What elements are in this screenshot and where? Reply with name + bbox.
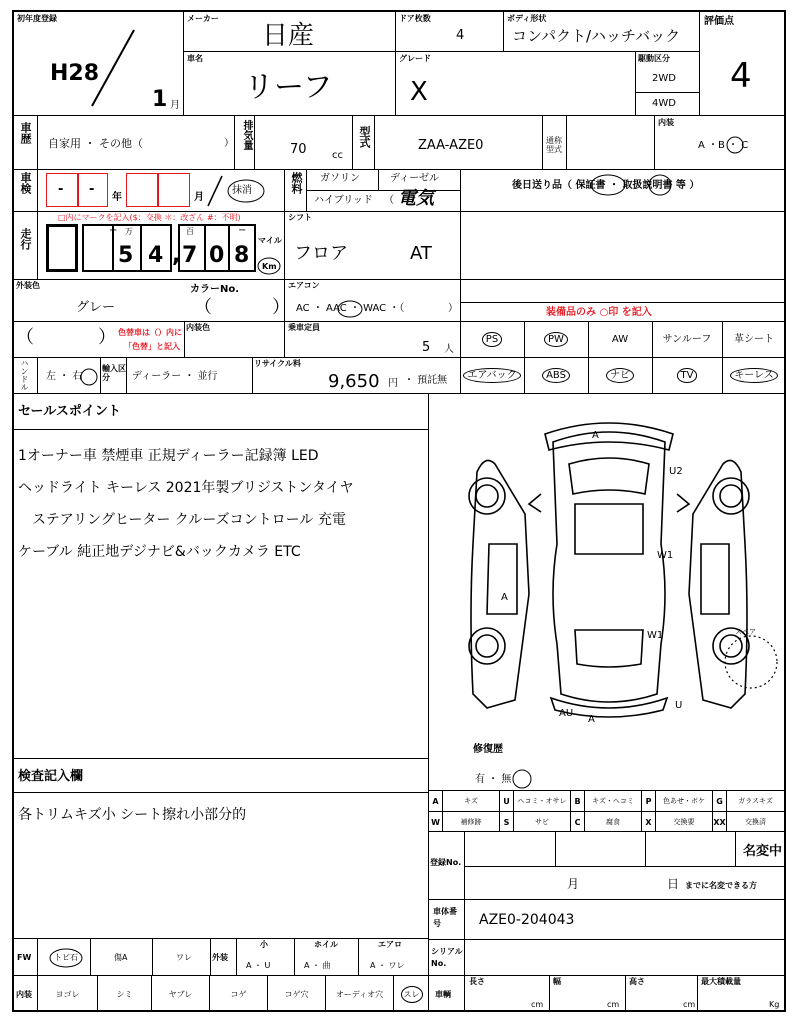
weight-unit: Kg — [769, 1000, 780, 1009]
sales-line-1: ヘッドライト キーレス 2021年製ブリジストンタイヤ — [18, 480, 354, 496]
warranty-circle — [588, 174, 628, 196]
legend-code-row2-0: W — [429, 812, 443, 832]
interior-color-row — [14, 322, 786, 358]
fuel-label: 燃料 — [290, 172, 303, 194]
repaint-note-2: 「色替」と記入 — [124, 342, 180, 351]
exterior-color: グレー — [76, 300, 116, 315]
shift-label: シフト — [288, 213, 312, 222]
interior-dmg-cell-1 — [98, 976, 152, 1012]
fuel-value: 電気 — [398, 188, 434, 209]
ext-label: 外装 — [212, 953, 228, 962]
chassis-section — [429, 900, 786, 940]
registration-section — [429, 832, 786, 900]
dims-section — [429, 976, 786, 1012]
ac-label: エアコン — [288, 281, 320, 290]
color-no-open: （ — [194, 297, 212, 318]
spare-tire — [725, 636, 777, 688]
score-cell — [700, 12, 786, 116]
legend-label-row1-0: キズ — [443, 791, 500, 811]
first-registration-cell — [14, 12, 184, 116]
capacity-value: 5 — [422, 340, 431, 355]
mileage-mark-box — [46, 224, 78, 272]
legend-code-row2-1: S — [500, 812, 514, 832]
name-change-label: 名変中 — [743, 844, 783, 859]
mileage-comma: , — [172, 243, 181, 268]
check-section — [14, 758, 429, 938]
unit-10k: 万 — [125, 227, 133, 236]
mark-w1-right: W1 — [657, 550, 674, 561]
inspection-month-unit: 月 — [194, 192, 204, 203]
chassis-label: 車体番号 — [433, 907, 457, 928]
interior-dmg-item-1: シミ — [116, 989, 133, 999]
expired-circle — [226, 178, 266, 204]
sales-line-0: 1オーナー車 禁煙車 正規ディーラー記録簿 LED — [18, 448, 319, 464]
fw-item-2: ワレ — [176, 953, 192, 962]
history-row — [14, 116, 786, 170]
registration-deadline: までに名変できる方 — [685, 881, 757, 890]
legend-code-row1-3: P — [642, 791, 656, 811]
capacity-label: 乗車定員 — [288, 323, 320, 332]
length-label: 長さ — [469, 977, 485, 986]
bottom-row-2 — [14, 976, 429, 1012]
import-value: ディーラー ・ 並行 — [132, 371, 218, 382]
dims-label: 車輌 — [435, 990, 451, 999]
sales-line-2: ステアリングヒーター クルーズコントロール 充電 — [32, 512, 346, 528]
equip-r2-label-1: ABS — [542, 368, 570, 383]
maker-cell — [184, 12, 396, 52]
check-text: 各トリムキズ小 シート擦れ小部分的 — [18, 807, 247, 823]
legend-label-row1-2: キズ・ヘコミ — [585, 791, 642, 811]
stone-chip-circle — [48, 947, 84, 969]
history-label: 車歴 — [19, 122, 32, 144]
doors-cell — [396, 12, 504, 52]
interior-dmg-item-0: ヨゴレ — [55, 989, 80, 999]
legend-code-row2-4: XX — [713, 812, 727, 832]
month-unit: 月 — [170, 100, 180, 111]
legend-code-row2-3: X — [642, 812, 656, 832]
drive-2wd: 2WD — [652, 73, 676, 84]
maker-label: メーカー — [187, 14, 219, 23]
ext-small: 小 — [260, 940, 268, 949]
recycle-label: リサイクル料 — [254, 359, 301, 368]
recycle-unit: 円 — [388, 378, 398, 389]
handle-value: 左 ・ 右 — [46, 371, 83, 382]
mileage-note: □内にマークを記入($：交換 ＊：改ざん #：不明) — [58, 213, 241, 222]
car-name-value: リーフ — [244, 70, 333, 105]
drive-cell — [636, 52, 700, 116]
inspection-dash-2: - — [89, 182, 95, 197]
bottom-row-1 — [14, 938, 429, 976]
body-cell — [504, 12, 700, 52]
equip-r2-cell-0 — [460, 358, 524, 393]
history-value: 自家用 ・ その他（ — [48, 137, 143, 150]
handle-row — [14, 358, 786, 394]
fw-item-0: トビ石 — [54, 953, 78, 962]
first-reg-label: 初年度登録 — [17, 14, 57, 23]
equip-r2-label-4: キーレス — [730, 368, 778, 383]
mark-w1-lower: W1 — [647, 630, 664, 641]
mark-rear-a: A — [588, 714, 595, 725]
equip-r1-cell-4 — [722, 322, 786, 357]
manual-circle — [646, 174, 674, 196]
interior-dmg-cell-0 — [38, 976, 98, 1012]
legend-label-row2-2: 腐食 — [585, 812, 642, 832]
digit-3: 0 — [209, 243, 225, 268]
mileage-row — [14, 212, 786, 280]
interior-color-label: 内装色 — [186, 323, 210, 332]
interior-dmg-item-2: ヤブレ — [168, 989, 193, 999]
fuel-paren: （ — [384, 195, 394, 206]
doors-label: ドア枚数 — [399, 14, 431, 23]
registration-label: 登録No. — [430, 858, 462, 867]
equip-r2-cell-2 — [588, 358, 652, 393]
legend-code-row1-4: G — [713, 791, 727, 811]
interior-label: 内装 — [658, 118, 674, 127]
interior-dmg-cell-4 — [268, 976, 326, 1012]
displacement-unit: cc — [332, 150, 343, 161]
unit-100: 百 — [186, 227, 194, 236]
diagram-section — [429, 394, 786, 790]
repaint-note-1: 色替車は（）内に — [118, 328, 182, 337]
width-label: 幅 — [553, 977, 561, 986]
serial-label: シリアルNo. — [431, 947, 463, 968]
interior-dmg-cell-3 — [210, 976, 268, 1012]
body-value: コンパクト/ハッチバック — [512, 27, 681, 45]
height-unit: cm — [683, 1000, 696, 1009]
equip-r1-cell-2 — [588, 322, 652, 357]
car-name-label: 車名 — [187, 54, 203, 63]
legend-label-row2-1: サビ — [514, 812, 571, 832]
score-label: 評価点 — [704, 16, 734, 27]
aero-label: エアロ — [378, 940, 402, 949]
wheel-label: ホイル — [314, 940, 338, 949]
ext-marks: A ・ U — [246, 961, 271, 970]
height-label: 高さ — [629, 977, 645, 986]
exterior-label: 外装色 — [16, 281, 40, 290]
displacement-value: 70 — [290, 142, 307, 157]
length-unit: cm — [531, 1000, 544, 1009]
digit-0: 5 — [118, 243, 134, 268]
inspection-label: 車検 — [19, 172, 32, 194]
shift-value: フロア — [294, 243, 348, 264]
mark-au: AU — [559, 708, 574, 719]
registration-month: 月 — [567, 877, 580, 891]
equip-r2-cell-1 — [524, 358, 588, 393]
fuel-diesel: ディーゼル — [390, 173, 439, 184]
fw-item-1: 傷A — [114, 953, 128, 962]
sales-line-3: ケーブル 純正地デジナビ&バックカメラ ETC — [18, 544, 301, 560]
inspection-row — [14, 170, 786, 212]
legend-label-row2-0: 補修跡 — [443, 812, 500, 832]
equip-r1-cell-1 — [524, 322, 588, 357]
ac-value: AC ・ AAC ・ WAC ・（ — [296, 303, 405, 314]
interior-dmg-cell-6 — [394, 976, 429, 1012]
interior-dmg-label: 内装 — [16, 990, 32, 999]
recycle-value: 9,650 — [328, 371, 380, 392]
legend-label-row1-1: ヘコミ・オサレ — [514, 791, 571, 811]
equip-r1-label-1: PW — [544, 332, 568, 347]
width-unit: cm — [607, 1000, 620, 1009]
slash-mark-2 — [204, 174, 224, 208]
transmission-value: AT — [410, 243, 432, 264]
color-no-label: カラーNo. — [190, 284, 240, 295]
equip-r2-cell-4 — [722, 358, 786, 393]
legend-code-row2-2: C — [571, 812, 585, 832]
digit-4: 8 — [234, 243, 250, 268]
paren-close: ） — [98, 327, 116, 348]
history-close: ） — [224, 138, 234, 149]
doors-value: 4 — [456, 28, 465, 43]
drive-4wd: 4WD — [652, 98, 676, 109]
ac-circle — [336, 299, 364, 319]
inspection-year-unit: 年 — [112, 192, 122, 203]
fw-label: FW — [17, 953, 32, 962]
grade-cell — [396, 52, 636, 116]
interior-dmg-cell-2 — [152, 976, 210, 1012]
era-year: H28 — [50, 61, 100, 86]
spare-label: スペア — [735, 628, 756, 636]
mark-u2: U2 — [669, 466, 683, 477]
legend-table — [429, 790, 786, 832]
equip-r2-label-3: TV — [677, 368, 698, 383]
legend-label-row1-4: ガラスキズ — [738, 796, 773, 805]
repair-value: 有 ・ 無 — [475, 774, 512, 785]
fuel-hybrid: ハイブリッド — [314, 195, 373, 206]
import-label: 輸入区分 — [102, 364, 126, 382]
interior-dmg-item-5: オーディオ穴 — [335, 989, 384, 999]
km-circle — [256, 256, 282, 276]
mileage-label: 走行 — [19, 228, 32, 250]
legend-code-row1-2: B — [571, 791, 585, 811]
check-title: 検査記入欄 — [18, 769, 84, 784]
equip-r2-label-2: ナビ — [606, 368, 634, 383]
common-model-label: 通称型式 — [546, 136, 562, 154]
equip-r1-label-4: 革シート — [734, 334, 774, 345]
equip-title: 装備品のみ ○印 を記入 — [546, 307, 652, 318]
inspection-dash-1: - — [58, 182, 64, 197]
capacity-unit: 人 — [444, 344, 454, 355]
repair-label: 修復歴 — [473, 744, 503, 755]
equip-r1-cell-0 — [460, 322, 524, 357]
repair-none-circle — [511, 768, 533, 790]
equip-r1-label-2: AW — [611, 334, 629, 345]
wheel-marks: A ・ 曲 — [304, 961, 331, 970]
fuel-gasoline: ガソリン — [320, 173, 360, 184]
docs-value: 後日送り品（ 保証書 ・ 取扱説明書 等 ） — [512, 180, 700, 191]
maker-value: 日産 — [262, 21, 315, 51]
sales-title: セールスポイント — [18, 404, 121, 419]
digit-1: 4 — [148, 243, 164, 268]
model-value: ZAA-AZE0 — [418, 138, 484, 153]
equip-r2-label-0: エアバック — [463, 368, 520, 383]
equip-r1-cell-3 — [652, 322, 722, 357]
score-value: 4 — [730, 56, 752, 96]
car-name-cell — [184, 52, 396, 116]
interior-dmg-cell-5 — [326, 976, 394, 1012]
legend-label-row1-3: 色あせ・ボケ — [656, 791, 713, 811]
model-label: 型式 — [358, 126, 371, 148]
interior-dmg-item-3: コゲ — [230, 989, 247, 999]
equip-r1-label-0: PS — [482, 332, 502, 347]
chassis-value: AZE0-204043 — [479, 912, 575, 928]
aero-marks: A ・ ワレ — [370, 961, 405, 970]
interior-dmg-item-6: スレ — [401, 986, 423, 1003]
mark-front-a: A — [592, 430, 599, 441]
equip-r2-cell-3 — [652, 358, 722, 393]
interior-b-circle — [725, 135, 745, 155]
displacement-label: 排気量 — [241, 120, 252, 150]
handle-right-circle — [78, 367, 100, 387]
km-label: Km — [262, 262, 277, 271]
equip-r1-label-3: サンルーフ — [662, 334, 712, 345]
sales-section — [14, 394, 429, 758]
digit-2: 7 — [182, 243, 198, 268]
legend-code-row1-1: U — [500, 791, 514, 811]
mark-a-left: A — [501, 592, 508, 603]
paren-open: （ — [16, 327, 34, 348]
interior-value: A ・B ・ C — [698, 140, 749, 151]
car-diagram — [429, 394, 786, 724]
registration-day: 日 — [667, 877, 680, 891]
legend-code-row1-0: A — [429, 791, 443, 811]
slash-mark — [86, 28, 136, 108]
interior-dmg-item-4: コゲ穴 — [284, 989, 309, 999]
ac-close: ） — [448, 303, 458, 314]
handle-label: ハンドル — [20, 359, 29, 391]
serial-section — [429, 940, 786, 976]
month-value: 1 — [152, 87, 168, 112]
drive-label: 駆動区分 — [638, 54, 670, 63]
expired-label: 抹消 — [232, 185, 252, 196]
grade-label: グレード — [399, 54, 431, 63]
body-label: ボディ形状 — [507, 14, 547, 23]
mark-u: U — [675, 700, 683, 711]
legend-label-row2-3: 交換要 — [656, 812, 713, 832]
recycle-deposit: ・ 預託無 — [404, 375, 448, 386]
weight-label: 最大積載量 — [701, 977, 741, 986]
color-no-close: ） — [272, 297, 290, 318]
legend-label-row2-4: 交換済 — [745, 817, 766, 826]
mileage-plus: + — [109, 225, 118, 236]
mile-label: マイル — [258, 236, 282, 245]
auction-sheet — [12, 10, 786, 1012]
grade-value: X — [410, 77, 428, 107]
exterior-row — [14, 280, 786, 322]
mileage-minus: − — [238, 225, 247, 236]
